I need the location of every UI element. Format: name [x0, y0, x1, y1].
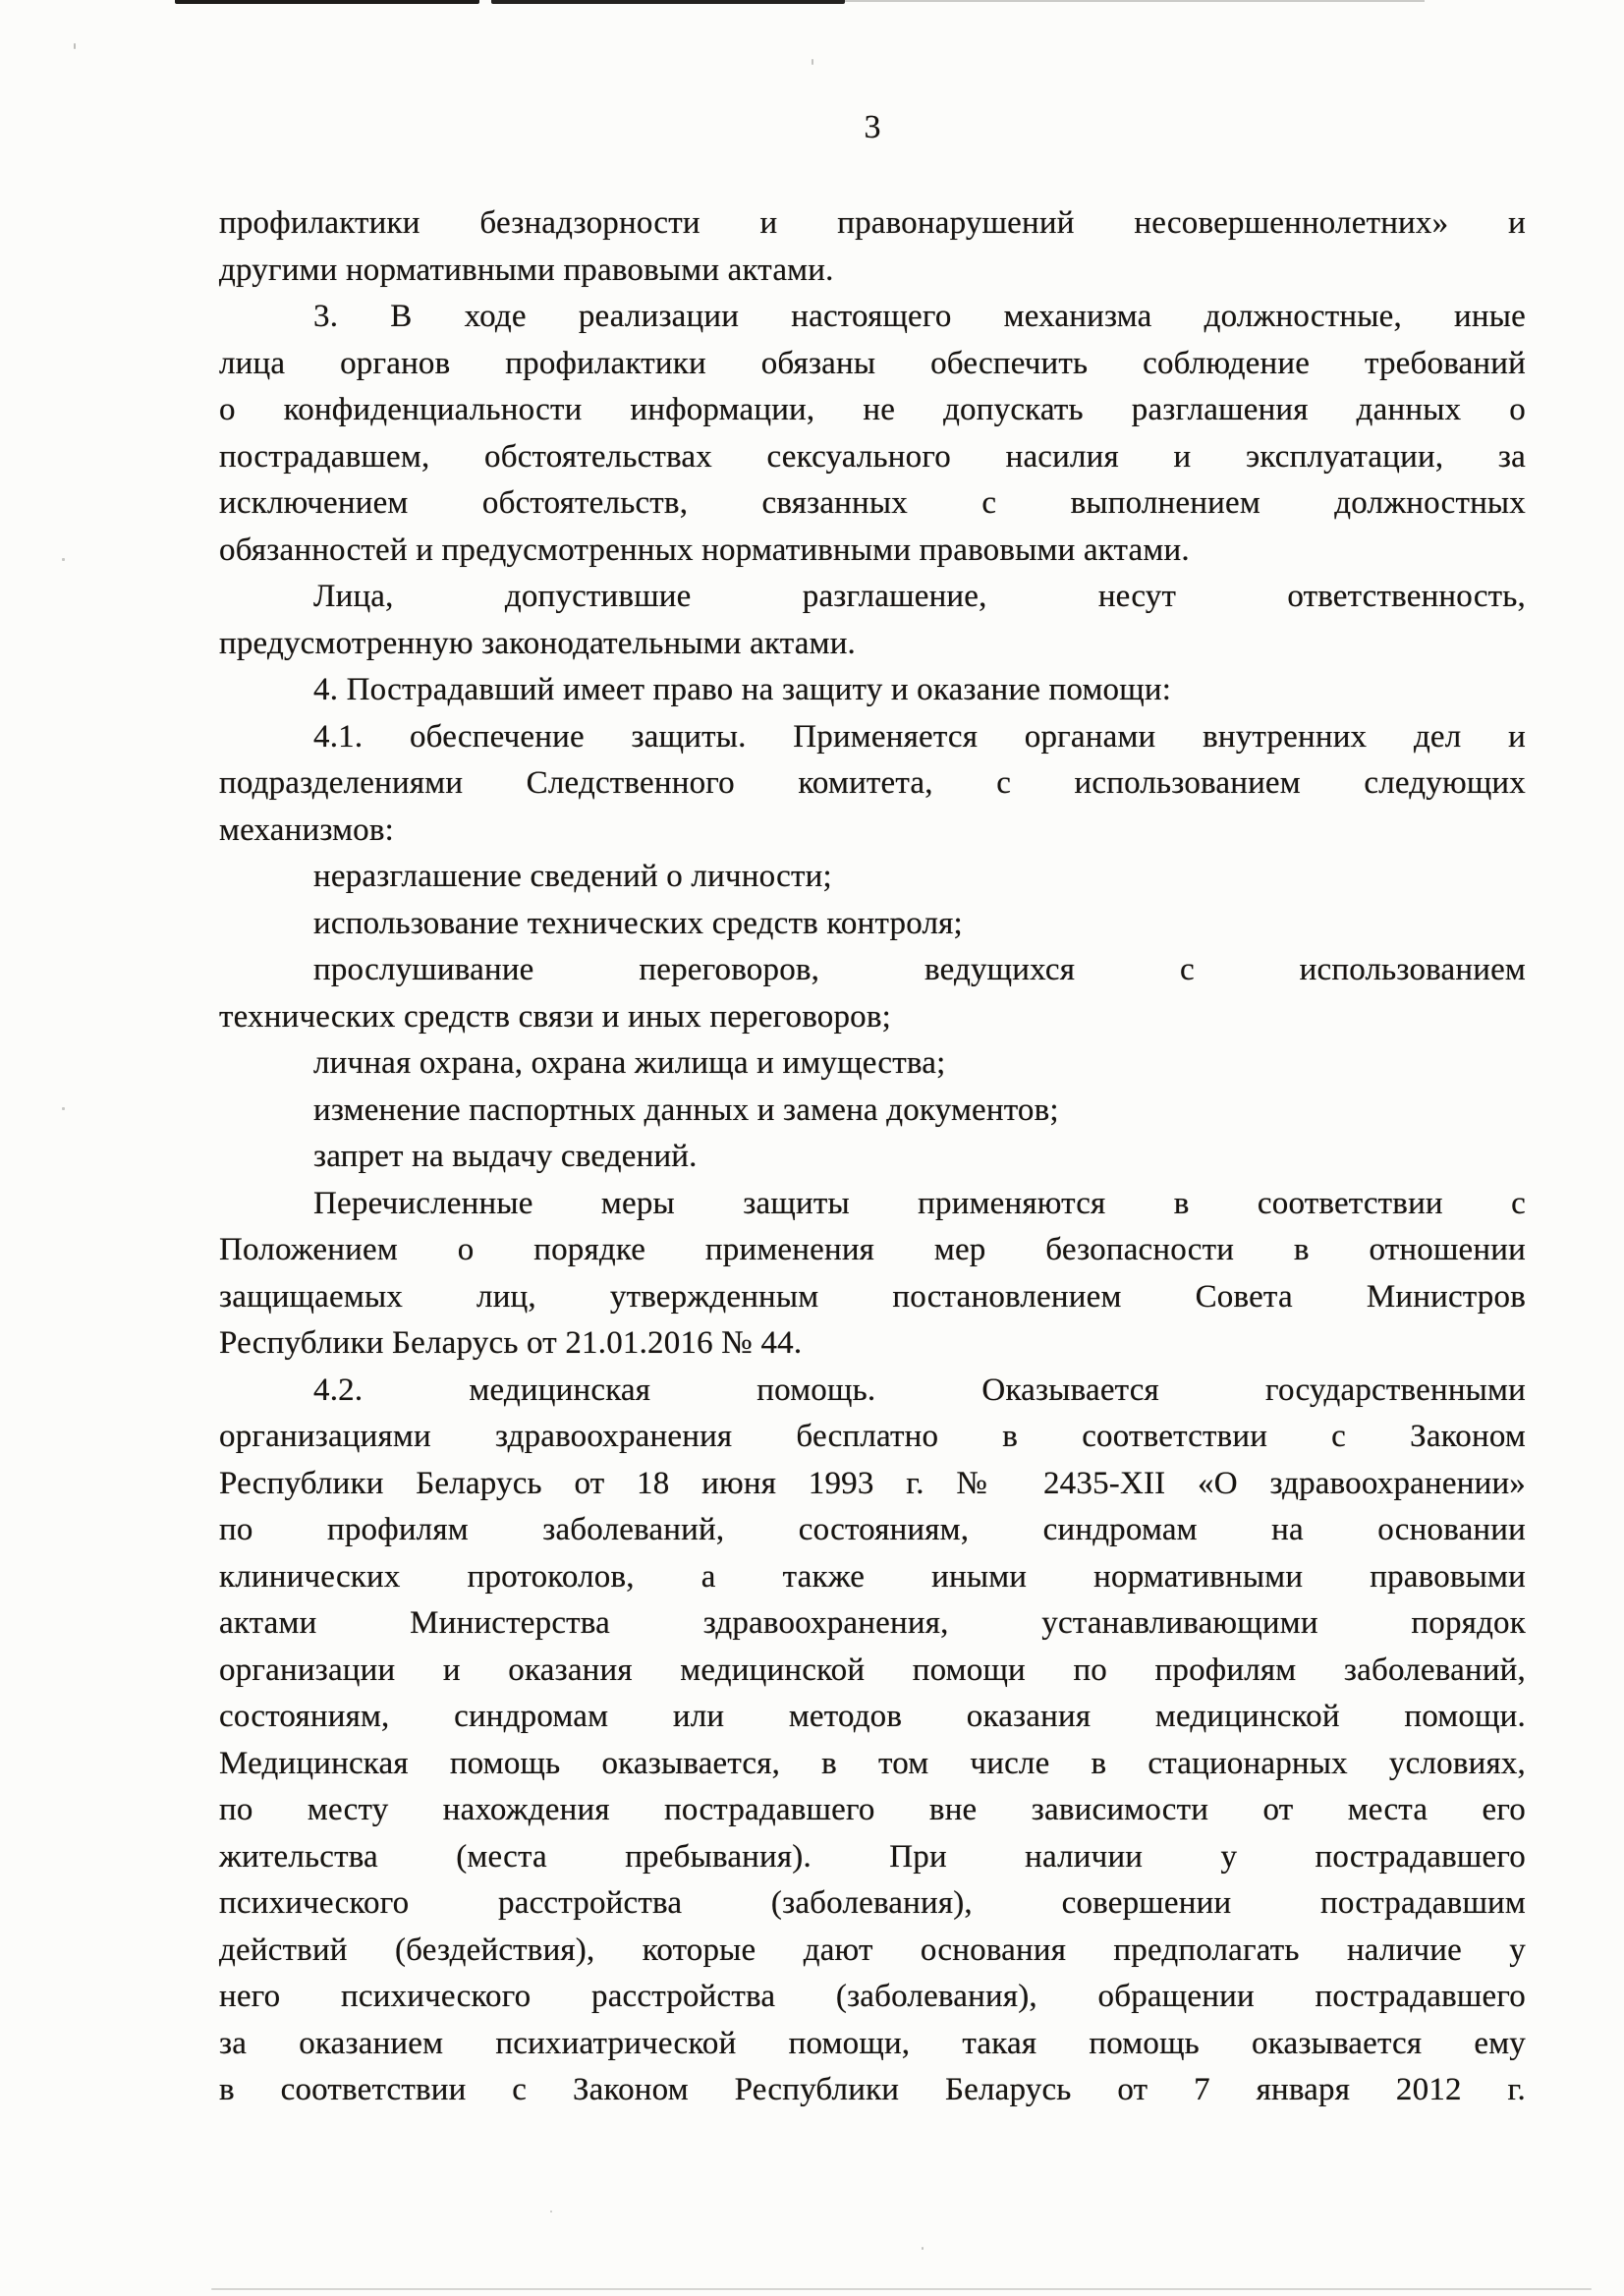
document-text	[219, 200, 1526, 2114]
paragraph	[219, 901, 1526, 948]
text-line: личная охрана, охрана жилища и имущества;	[313, 1045, 946, 1081]
text-line: использование технических средств контроля;	[313, 905, 963, 941]
text-line: Перечисленные меры защиты применяются в соответствии с	[313, 1185, 1526, 1221]
paragraph	[219, 1368, 1526, 2114]
text-line: технических средств связи и иных переговоров;	[219, 998, 892, 1035]
text-line: Республики Беларусь от 21.01.2016 № 44.	[219, 1325, 803, 1361]
text-line: подразделениями Следственного комитета, с использованием следующих	[219, 765, 1526, 801]
scan-speck	[922, 2247, 924, 2250]
text-line: организациями здравоохранения бесплатно в соответствии с Законом	[219, 1419, 1526, 1454]
paragraph	[219, 947, 1526, 1040]
text-line: по месту нахождения пострадавшего вне зависимости от места его	[219, 1792, 1526, 1827]
text-line: предусмотренную законодательными актами.	[219, 625, 857, 661]
text-line: организации и оказания медицинской помощи по профилям заболеваний,	[219, 1652, 1526, 1688]
scan-speck	[74, 43, 76, 49]
text-line: действий (бездействия), которые дают основания предполагать наличие у	[219, 1932, 1526, 1968]
text-line: него психического расстройства (заболевания), обращении пострадавшего	[219, 1979, 1526, 2014]
text-line: исключением обстоятельств, связанных с выполнением должностных	[219, 485, 1526, 521]
scan-speck	[812, 59, 813, 65]
text-line: за оказанием психиатрической помощи, такая помощь оказывается ему	[219, 2025, 1526, 2061]
text-line: Положением о порядке применения мер безопасности в отношении	[219, 1232, 1526, 1267]
text-line: механизмов:	[219, 812, 395, 848]
text-line: другими нормативными правовыми актами.	[219, 252, 834, 288]
scan-speck	[62, 1107, 65, 1110]
text-line: пострадавшем, обстоятельствах сексуального насилия и эксплуатации, за	[219, 438, 1526, 475]
text-line: Республики Беларусь от 18 июня 1993 г. № 2435-XII «О здравоохранении»	[219, 1465, 1526, 1501]
text-line: профилактики безнадзорности и правонарушений несовершеннолетних» и	[219, 205, 1526, 241]
text-line: 4.2. медицинская помощь. Оказывается государственными	[313, 1372, 1526, 1408]
paragraph	[219, 854, 1526, 901]
paragraph	[219, 714, 1526, 855]
text-line: запрет на выдачу сведений.	[313, 1139, 698, 1174]
text-line: 4. Пострадавший имеет право на защиту и оказание помощи:	[313, 672, 1172, 707]
text-line: лица органов профилактики обязаны обеспечить соблюдение требований	[219, 345, 1526, 381]
paragraph	[219, 1134, 1526, 1181]
paragraph	[219, 667, 1526, 714]
paragraph	[219, 574, 1526, 667]
scan-artifact-top-dark	[175, 0, 479, 4]
scan-speck	[550, 2211, 552, 2212]
paragraph	[219, 294, 1526, 574]
text-line: защищаемых лиц, утвержденным постановлением Совета Министров	[219, 1278, 1526, 1315]
text-line: актами Министерства здравоохранения, устанавливающими порядок	[219, 1605, 1526, 1641]
text-line: изменение паспортных данных и замена документов;	[313, 1092, 1059, 1128]
scan-artifact-top-light	[845, 0, 1425, 2]
text-line: 3. В ходе реализации настоящего механизма должностные, иные	[313, 299, 1526, 334]
paragraph	[219, 1088, 1526, 1135]
text-line: 4.1. обеспечение защиты. Применяется органами внутренних дел и	[313, 718, 1526, 755]
text-line: в соответствии с Законом Республики Беларусь от 7 января 2012 г.	[219, 2072, 1526, 2107]
scan-speck	[62, 558, 65, 561]
text-line: обязанностей и предусмотренных нормативными правовыми актами.	[219, 532, 1190, 568]
paragraph	[219, 200, 1526, 294]
text-line: о конфиденциальности информации, не допускать разглашения данных о	[219, 392, 1526, 427]
scan-artifact-bottom	[211, 2288, 1592, 2290]
page-number: 3	[864, 109, 881, 145]
text-line: психического расстройства (заболевания), совершении пострадавшим	[219, 1885, 1526, 1921]
text-line: Лица, допустившие разглашение, несут ответственность,	[313, 579, 1526, 614]
text-line: состояниям, синдромам или методов оказания медицинской помощи.	[219, 1699, 1526, 1734]
scan-artifact-top-dark	[491, 0, 845, 4]
text-line: прослушивание переговоров, ведущихся с использованием	[313, 952, 1526, 987]
paragraph	[219, 1181, 1526, 1368]
text-line: по профилям заболеваний, состояниям, синдромам на основании	[219, 1512, 1526, 1547]
paragraph	[219, 1040, 1526, 1088]
text-line: клинических протоколов, а также иными нормативными правовыми	[219, 1558, 1526, 1595]
text-line: неразглашение сведений о личности;	[313, 859, 832, 894]
text-line: жительства (места пребывания). При наличии у пострадавшего	[219, 1838, 1526, 1875]
text-line: Медицинская помощь оказывается, в том числе в стационарных условиях,	[219, 1745, 1526, 1781]
